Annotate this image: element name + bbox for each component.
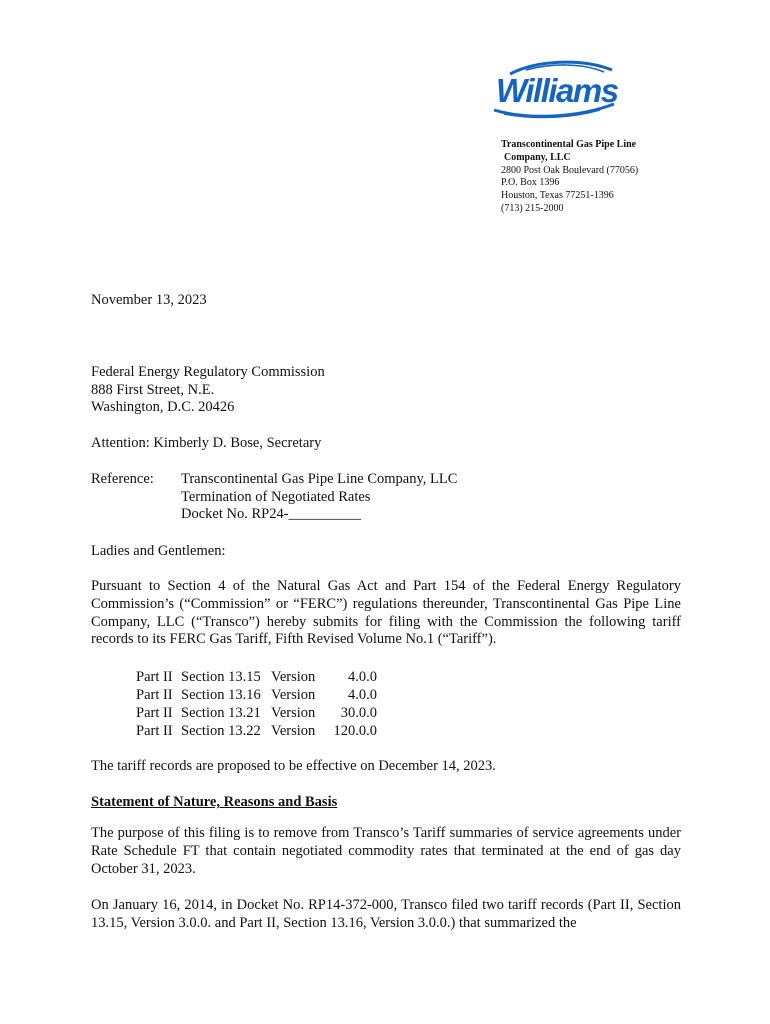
tariff-record-row <box>136 686 377 704</box>
record-section: Section 13.16 <box>181 687 261 703</box>
record-part: Part II <box>136 723 173 739</box>
company-name-line1: Transcontinental Gas Pipe Line <box>501 139 637 150</box>
tariff-record-row <box>136 722 377 740</box>
letter-date: November 13, 2023 <box>91 292 207 308</box>
phone-number: (713) 215-2000 <box>501 202 564 214</box>
record-version: 4.0.0 <box>348 687 377 703</box>
paragraph-history: On January 16, 2014, in Docket No. RP14-372-000, Transco filed two tariff records (Part II, Section 13.15, Version 3.0.0. and Part II, Section 13.16, Version 3.0.0.) that summarized the <box>91 897 681 931</box>
paragraph-intro: Pursuant to Section 4 of the Natural Gas Act and Part 154 of the Federal Energy Regulatory Commission’s (“Commission” or “FERC”) regulations thereunder, Transcontinental Gas Pipe Line Company, LLC (“Transco”) hereby submits for filing with the Commission the following tariff records to its FERC Gas Tariff, Fifth Revised Volume No.1 (“Tariff”). <box>91 578 681 648</box>
reference-line3: Docket No. RP24-__________ <box>181 506 362 522</box>
addressee-line3: Washington, D.C. 20426 <box>91 399 235 415</box>
record-version: 120.0.0 <box>333 723 377 739</box>
paragraph-purpose: The purpose of this filing is to remove from Transco’s Tariff summaries of service agreements under Rate Schedule FT that contain negotiated commodity rates that terminated at the end of gas day October 31, 2023. <box>91 825 681 877</box>
record-section: Section 13.21 <box>181 705 261 721</box>
reference-line1: Transcontinental Gas Pipe Line Company, LLC <box>181 471 458 487</box>
record-section: Section 13.15 <box>181 669 261 685</box>
addressee-line2: 888 First Street, N.E. <box>91 381 215 398</box>
reference-label: Reference: <box>91 471 154 487</box>
tariff-record-row <box>136 668 377 686</box>
addressee-line1: Federal Energy Regulatory Commission <box>91 364 325 380</box>
record-part: Part II <box>136 687 173 703</box>
record-part: Part II <box>136 669 173 685</box>
record-version: 4.0.0 <box>348 669 377 685</box>
street-address: 2800 Post Oak Boulevard (77056) <box>501 164 639 176</box>
logo-wordmark: Williams <box>496 72 618 109</box>
section-heading: Statement of Nature, Reasons and Basis <box>91 794 338 810</box>
po-box: P.O. Box 1396 <box>501 177 560 189</box>
reference-line2: Termination of Negotiated Rates <box>181 488 371 505</box>
record-version-label: Version <box>271 669 316 685</box>
record-part: Part II <box>136 705 173 721</box>
attention-line: Attention: Kimberly D. Bose, Secretary <box>91 435 322 451</box>
record-version-label: Version <box>271 687 316 703</box>
letterhead-address <box>501 139 638 216</box>
city-state-zip: Houston, Texas 77251-1396 <box>501 190 614 202</box>
company-name-line2: Company, LLC <box>504 151 571 163</box>
addressee-block <box>91 364 325 417</box>
record-version-label: Version <box>271 705 316 721</box>
tariff-records-list <box>136 668 377 740</box>
williams-logo-graphic <box>492 60 618 120</box>
record-section: Section 13.22 <box>181 723 261 739</box>
williams-logo <box>492 60 618 120</box>
tariff-record-row <box>136 704 377 722</box>
reference-lines <box>181 471 457 524</box>
record-version: 30.0.0 <box>340 705 377 721</box>
record-version-label: Version <box>271 723 316 739</box>
salutation: Ladies and Gentlemen: <box>91 543 226 559</box>
effective-date-statement: The tariff records are proposed to be effective on December 14, 2023. <box>91 758 496 774</box>
